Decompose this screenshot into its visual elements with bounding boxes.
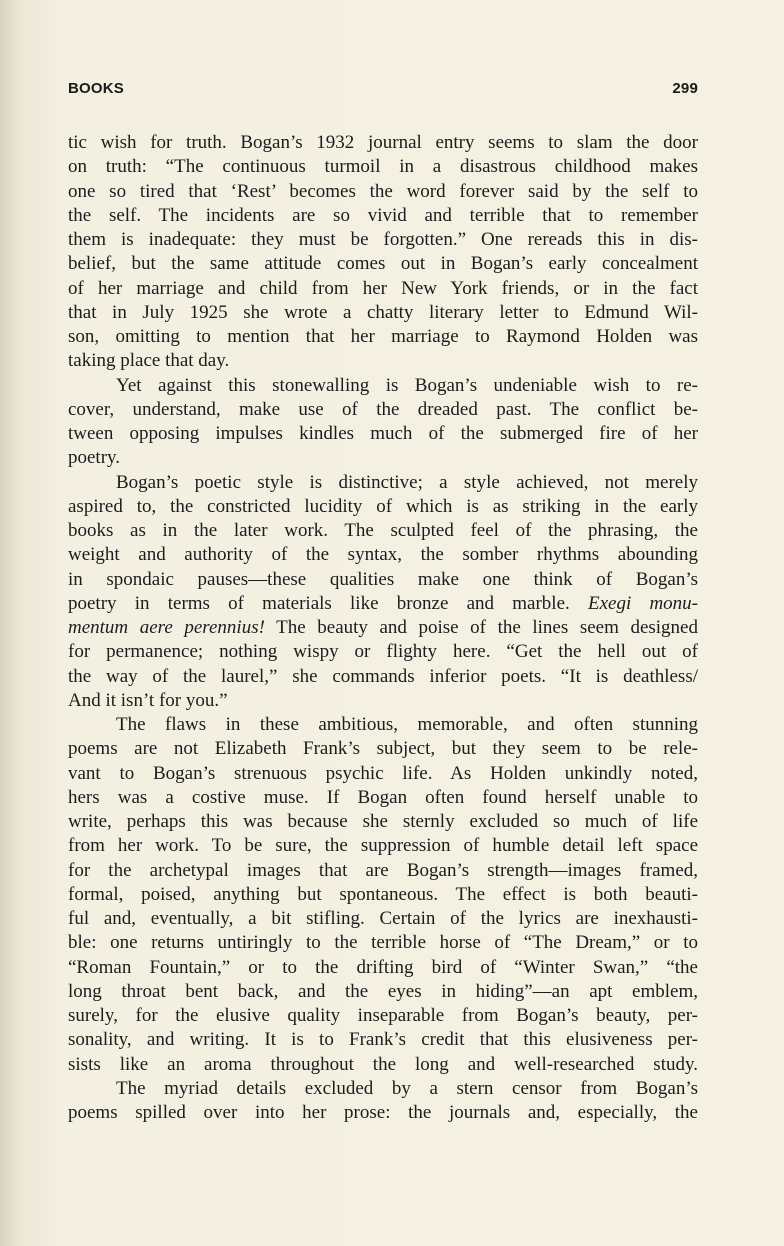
- text-line: them is inadequate: they must be forgotten.” One rereads this in dis-: [68, 229, 698, 250]
- text-line: surely, for the elusive quality inseparable from Bogan’s beauty, per-: [68, 1005, 698, 1026]
- text-line: cover, understand, make use of the dreaded past. The conflict be-: [68, 398, 698, 420]
- text-line: the way of the laurel,” she commands inferior poets. “It is deathless/: [68, 665, 698, 687]
- text-line: tween opposing impulses kindles much of the submerged fire of her: [68, 423, 698, 444]
- text-line: for the archetypal images that are Bogan’s strength—images framed,: [68, 859, 698, 881]
- paragraph-first-line: Bogan’s poetic style is distinctive; a style achieved, not merely: [116, 471, 698, 493]
- page-number: 299: [672, 80, 698, 97]
- text-line: of her marriage and child from her New York friends, or in the fact: [68, 277, 698, 299]
- text-line: poetry.: [68, 447, 121, 469]
- text-line: from her work. To be sure, the suppression of humble detail left space: [68, 835, 698, 857]
- text-run: The beauty and poise of the lines seem designed: [264, 617, 698, 638]
- text-line: poems spilled over into her prose: the journals and, especially, the: [68, 1102, 698, 1123]
- text-line: son, omitting to mention that her marriage to Raymond Holden was: [68, 326, 698, 347]
- text-line: sists like an aroma throughout the long and well-researched study.: [68, 1053, 698, 1075]
- latin-quote: Exegi monu-: [587, 592, 698, 614]
- text-line: for permanence; nothing wispy or flighty here. “Get the hell out of: [68, 641, 698, 663]
- paragraph-first-line: The flaws in these ambitious, memorable, and often stunning: [116, 714, 698, 735]
- text-line: books as in the later work. The sculpted feel of the phrasing, the: [68, 520, 698, 541]
- text-line: ble: one returns untiringly to the terrible horse of “The Dream,” or to: [68, 932, 698, 954]
- section-title: BOOKS: [68, 80, 125, 97]
- text-line: one so tired that ‘Rest’ becomes the word forever said by the self to: [68, 180, 698, 202]
- text-line: weight and authority of the syntax, the somber rhythms abounding: [68, 544, 698, 566]
- text-line: write, perhaps this was because she sternly excluded so much of life: [68, 811, 698, 832]
- text-line: taking place that day.: [68, 350, 230, 372]
- text-line: sonality, and writing. It is to Frank’s credit that this elusiveness per-: [68, 1029, 698, 1051]
- text-line: on truth: “The continuous turmoil in a disastrous childhood makes: [68, 156, 698, 178]
- text-line: the self. The incidents are so vivid and terrible that to remember: [68, 204, 698, 226]
- text-line: [68, 616, 698, 640]
- text-line: “Roman Fountain,” or to the drifting bird of “Winter Swan,” “the: [68, 956, 698, 978]
- text-line: in spondaic pauses—these qualities make one think of Bogan’s: [68, 568, 698, 590]
- body-text: [68, 131, 698, 1125]
- text-line: long throat bent back, and the eyes in hiding”—an apt emblem,: [68, 980, 698, 1002]
- paragraph-first-line: Yet against this stonewalling is Bogan’s undeniable wish to re-: [116, 374, 698, 396]
- text-line: formal, poised, anything but spontaneous. The effect is both beauti-: [68, 883, 698, 905]
- text-line: vant to Bogan’s strenuous psychic life. As Holden unkindly noted,: [68, 762, 698, 784]
- text-run: poetry in terms of materials like bronze and marble.: [68, 592, 570, 614]
- text-line: ful and, eventually, a bit stifling. Certain of the lyrics are inexhausti-: [68, 908, 698, 929]
- text-line: tic wish for truth. Bogan’s 1932 journal entry seems to slam the door: [68, 132, 698, 153]
- running-header: [68, 80, 698, 102]
- text-line: [68, 592, 698, 616]
- latin-quote: mentum aere perennius!: [68, 617, 265, 638]
- text-line: that in July 1925 she wrote a chatty literary letter to Edmund Wil-: [68, 301, 698, 323]
- paragraph-first-line: The myriad details excluded by a stern censor from Bogan’s: [116, 1077, 698, 1099]
- text-line: aspired to, the constricted lucidity of which is as striking in the early: [68, 495, 698, 517]
- text-line: poems are not Elizabeth Frank’s subject, but they seem to be rele-: [68, 738, 698, 760]
- text-line: belief, but the same attitude comes out in Bogan’s early concealment: [68, 253, 698, 275]
- text-line: And it isn’t for you.”: [68, 689, 228, 711]
- text-line: hers was a costive muse. If Bogan often found herself unable to: [68, 786, 698, 808]
